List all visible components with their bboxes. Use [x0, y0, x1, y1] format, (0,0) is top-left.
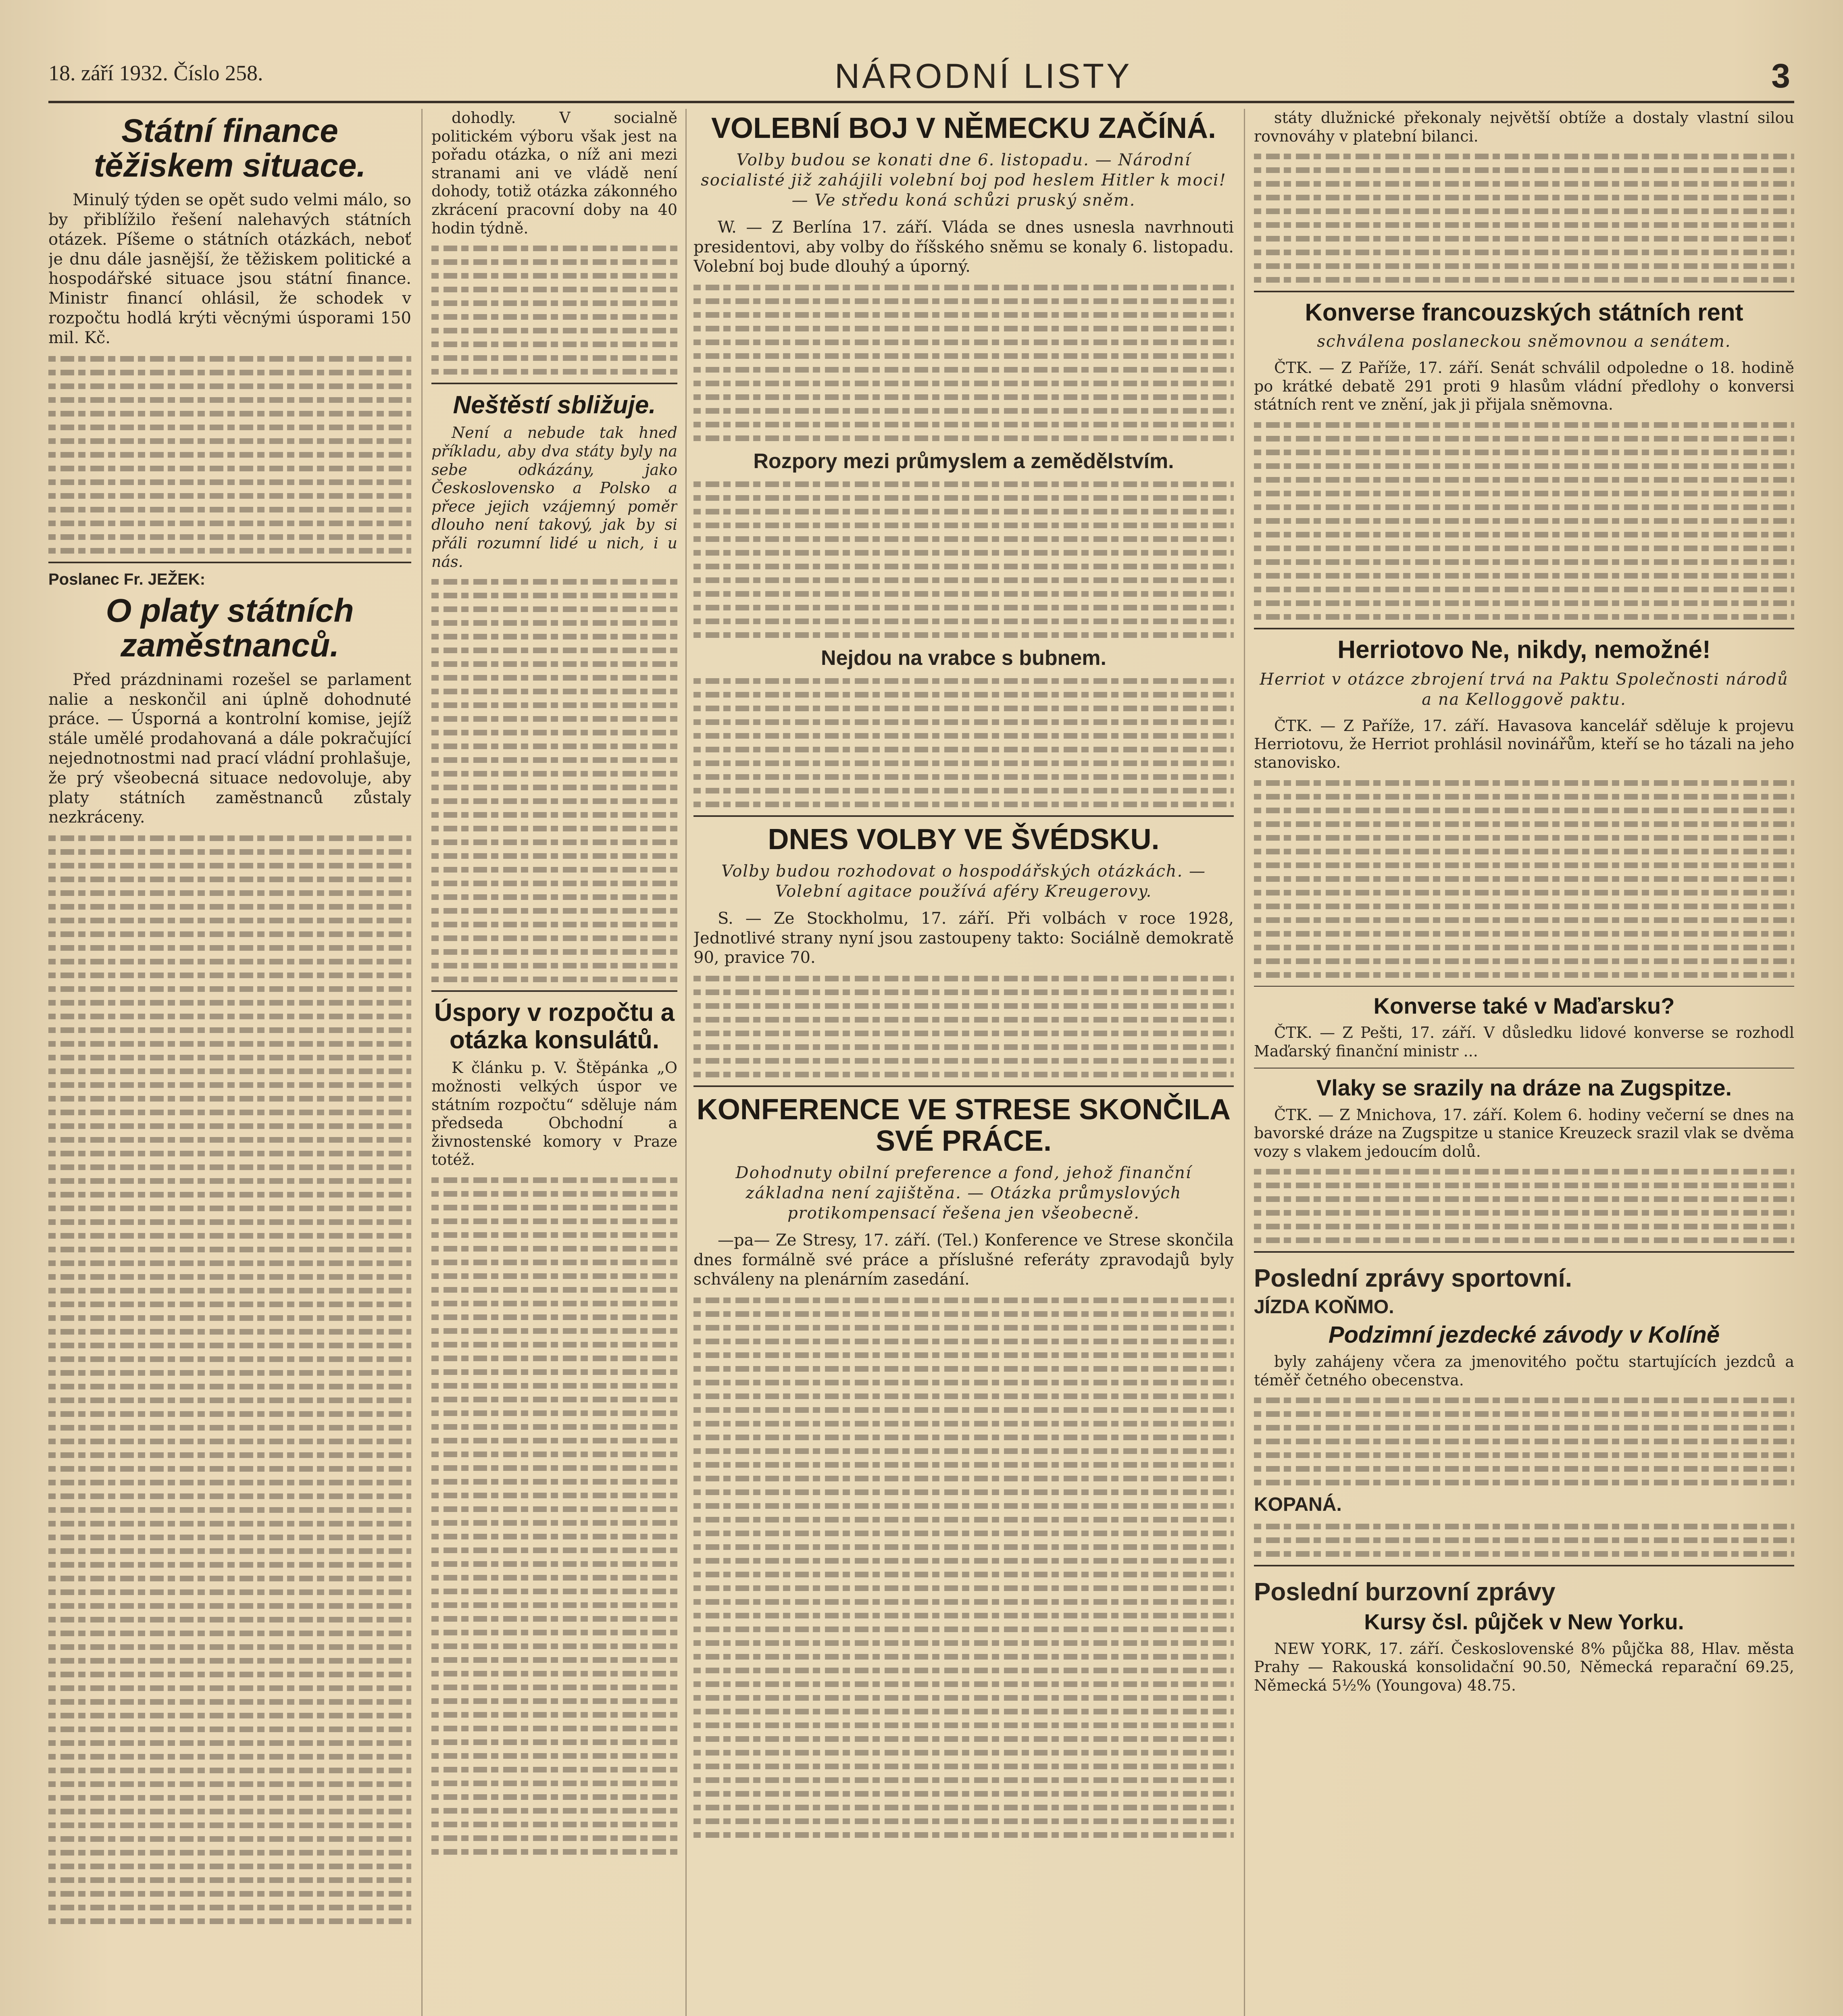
masthead	[48, 56, 1794, 103]
article-title-sweden: DNES VOLBY VE ŠVÉDSKU.	[768, 823, 1160, 856]
article-text-continuation	[693, 976, 1234, 1077]
article-title-salaries: O platy státních zaměstnanců.	[106, 592, 354, 664]
article-text-continuation	[48, 835, 411, 1924]
article-title-french-rents: Konverse francouzských státních rent	[1305, 299, 1743, 326]
issue-date: 18. září 1932. Číslo 258.	[48, 61, 263, 85]
article-subhead: Nejdou na vrabce s bubnem.	[821, 646, 1106, 670]
divider	[693, 1085, 1234, 1087]
article-title-herriot: Herriotovo Ne, nikdy, nemožné!	[1337, 635, 1711, 664]
article-title-misfortune: Neštěstí sbližuje.	[453, 391, 656, 419]
divider	[48, 562, 411, 563]
article-text-continuation	[1254, 1524, 1794, 1557]
column-4	[1254, 109, 1794, 2016]
divider	[1254, 628, 1794, 629]
article-text-continuation	[431, 246, 677, 375]
article-text-continuation	[1254, 154, 1794, 283]
sports-headline: Podzimní jezdecké závody v Kolíně	[1328, 1322, 1720, 1348]
divider	[431, 990, 677, 992]
divider	[693, 815, 1234, 817]
divider	[1254, 986, 1794, 987]
article-subtitle-french-rents: schválena poslaneckou sněmovnou a senátem.	[1317, 332, 1731, 351]
article-body-misfortune: Není a nebude tak hned příkladu, aby dva státy byly na sebe odkázány, jako Československo a Polsko a přece jejich vzájemný poměr dlouho není takový, jak by si přáli rozumní lidé u nich, i u nás.	[431, 424, 677, 571]
sports-body: byly zahájeny včera za jmenovitého počtu startujících jezdců a téměř četného obecenstva.	[1254, 1353, 1794, 1389]
newspaper-title: NÁRODNÍ LISTY	[835, 57, 1132, 96]
stock-section	[1254, 1565, 1794, 1695]
sports-title: Poslední zprávy sportovní.	[1254, 1264, 1572, 1293]
article-text-continuation	[1254, 422, 1794, 620]
column-rule	[421, 109, 423, 2016]
article-body-budget: K článku p. V. Štěpánka „O možnosti velkých úspor ve státním rozpočtu“ sděluje nám předseda Obchodní a živnostenské komory v Praze totéž.	[431, 1059, 677, 1169]
article-text-continuation	[1254, 780, 1794, 978]
article-subhead: Rozpory mezi průmyslem a zemědělstvím.	[753, 450, 1174, 473]
article-text-continuation	[693, 678, 1234, 807]
article-body-hungary: ČTK. — Z Pešti, 17. září. V důsledku lidové konverse se rozhodl Maďarský finanční ministr ...	[1254, 1023, 1794, 1060]
column-2	[431, 109, 677, 2016]
article-text-continuation	[1254, 1397, 1794, 1485]
article-body-french-rents: ČTK. — Z Paříže, 17. září. Senát schválil odpoledne o 18. hodině po krátké debatě 291 proti 9 hlasům vládní předlohy o konversi státních rent ve znění, jak ji přijala sněmovna.	[1254, 358, 1794, 414]
stock-title: Poslední burzovní zprávy	[1254, 1578, 1556, 1606]
article-text-continuation	[693, 481, 1234, 638]
sports-subhead: JÍZDA KOŇMO.	[1254, 1296, 1394, 1318]
article-title-german-election: VOLEBNÍ BOJ V NĚMECKU ZAČÍNÁ.	[711, 112, 1216, 144]
article-text-continuation	[431, 579, 677, 982]
article-subtitle-sweden: Volby budou rozhodovat o hospodářských otázkách. — Volební agitace používá aféry Kreugerovy.	[721, 862, 1206, 901]
article-text-continuation	[693, 1297, 1234, 1838]
article-text-continuation	[48, 356, 411, 554]
article-title-hungary: Konverse také v Maďarsku?	[1373, 993, 1675, 1018]
column-rule	[685, 109, 687, 2016]
article-text-continuation	[431, 1177, 677, 1855]
article-subtitle-herriot: Herriot v otázce zbrojení trvá na Paktu Společnosti národů a na Kelloggově paktu.	[1260, 670, 1789, 709]
article-title-stresa: KONFERENCE VE STRESE SKONČILA SVÉ PRÁCE.	[696, 1093, 1231, 1158]
column-3	[693, 109, 1234, 2016]
column-rule	[1244, 109, 1245, 2016]
article-body-herriot: ČTK. — Z Paříže, 17. září. Havasova kancelář sděluje k projevu Herriotovu, že Herriot prohlásil novinářům, kteří se ho tázali na jeho stanovisko.	[1254, 716, 1794, 771]
column-1	[48, 109, 411, 2016]
page-number: 3	[1771, 57, 1790, 95]
article-body-zugspitze: ČTK. — Z Mnichova, 17. září. Kolem 6. hodiny večerní se dnes na bavorské dráze na Zugspitze u stanice Kreuzeck srazil vlak se dvěma vozy s vlakem jedoucím dolů.	[1254, 1106, 1794, 1160]
article-title-budget: Úspory v rozpočtu a otázka konsulátů.	[434, 999, 675, 1054]
stock-headline: Kursy čsl. půjček v New Yorku.	[1364, 1610, 1684, 1635]
article-title-zugspitze: Vlaky se srazily na dráze na Zugspitze.	[1316, 1075, 1732, 1101]
article-body-continued: dohodly. V socialně politickém výboru však jest na pořadu otázka, o níž ani mezi stranami ani ve vládě není dohody, totiž otázka zákonného zkrácení pracovní doby na 40 hodin týdně.	[431, 109, 677, 237]
article-body-stresa: —pa— Ze Stresy, 17. září. (Tel.) Konference ve Strese skončila dnes formálně své práce a příslušné referáty zpravodajů byly schváleny na plenárním zasedání.	[693, 1231, 1234, 1289]
divider	[1254, 291, 1794, 292]
article-byline: Poslanec Fr. JEŽEK:	[48, 570, 206, 588]
article-title-state-finance: Státní finance těžiskem situace.	[94, 112, 366, 184]
sports-section	[1254, 1251, 1794, 1557]
article-body-continued: státy dlužnické překonaly největší obtíže a dostaly vlastní silou rovnováhy v platební bilanci.	[1254, 109, 1794, 145]
article-text-continuation	[693, 285, 1234, 441]
article-subtitle-stresa: Dohodnuty obilní preference a fond, jehož finanční základna není zajištěna. — Otázka průmyslových protikompensací řešena jen všeobecně.	[735, 1163, 1192, 1223]
article-body-sweden: S. — Ze Stockholmu, 17. září. Při volbách v roce 1928, Jednotlivé strany nyní jsou zastoupeny takto: Sociálně demokratě 90, pravice 70.	[693, 909, 1234, 967]
divider	[431, 383, 677, 384]
article-text-continuation	[1254, 1169, 1794, 1243]
article-body-german-election: W. — Z Berlína 17. září. Vláda se dnes usnesla navrhnouti presidentovi, aby volby do říšského sněmu se konaly 6. listopadu. Volební boj bude dlouhý a úporný.	[693, 218, 1234, 276]
stock-body: NEW YORK, 17. září. Československé 8% půjčka 88, Hlav. města Prahy — Rakouská konsolidační 90.50, Německá reparační 69.25, Německá 5½% (Youngova) 48.75.	[1254, 1639, 1794, 1694]
sports-subhead: KOPANÁ.	[1254, 1494, 1342, 1516]
article-body-salaries: Před prázdninami rozešel se parlament nalie a neskončil ani úplně dohodnuté práce. — Úsporná a kontrolní komise, jejíž stále umělé prodahovaná a dále pokračující nejednotnostmi nad prací vládní prohlašuje, že prý všeobecná situace nedovoluje, aby platy státních zaměstnanců zůstaly nezkráceny.	[48, 670, 411, 827]
article-subtitle-german-election: Volby budou se konati dne 6. listopadu. — Národní socialisté již zahájili volební boj pod heslem Hitler k moci! — Ve středu koná schůzi pruský sněm.	[701, 150, 1227, 210]
article-body-state-finance: Minulý týden se opět sudo velmi málo, so by přiblížilo řešení nalehavých státních otázek. Píšeme o státních otázkách, neboť je dnu dále jasnější, že těžiskem politické a hospodářské situace jsou státní finance. Ministr financí ohlásil, že schodek v rozpočtu hodlá krýti věcnými úsporami 150 mil. Kč.	[48, 191, 411, 347]
